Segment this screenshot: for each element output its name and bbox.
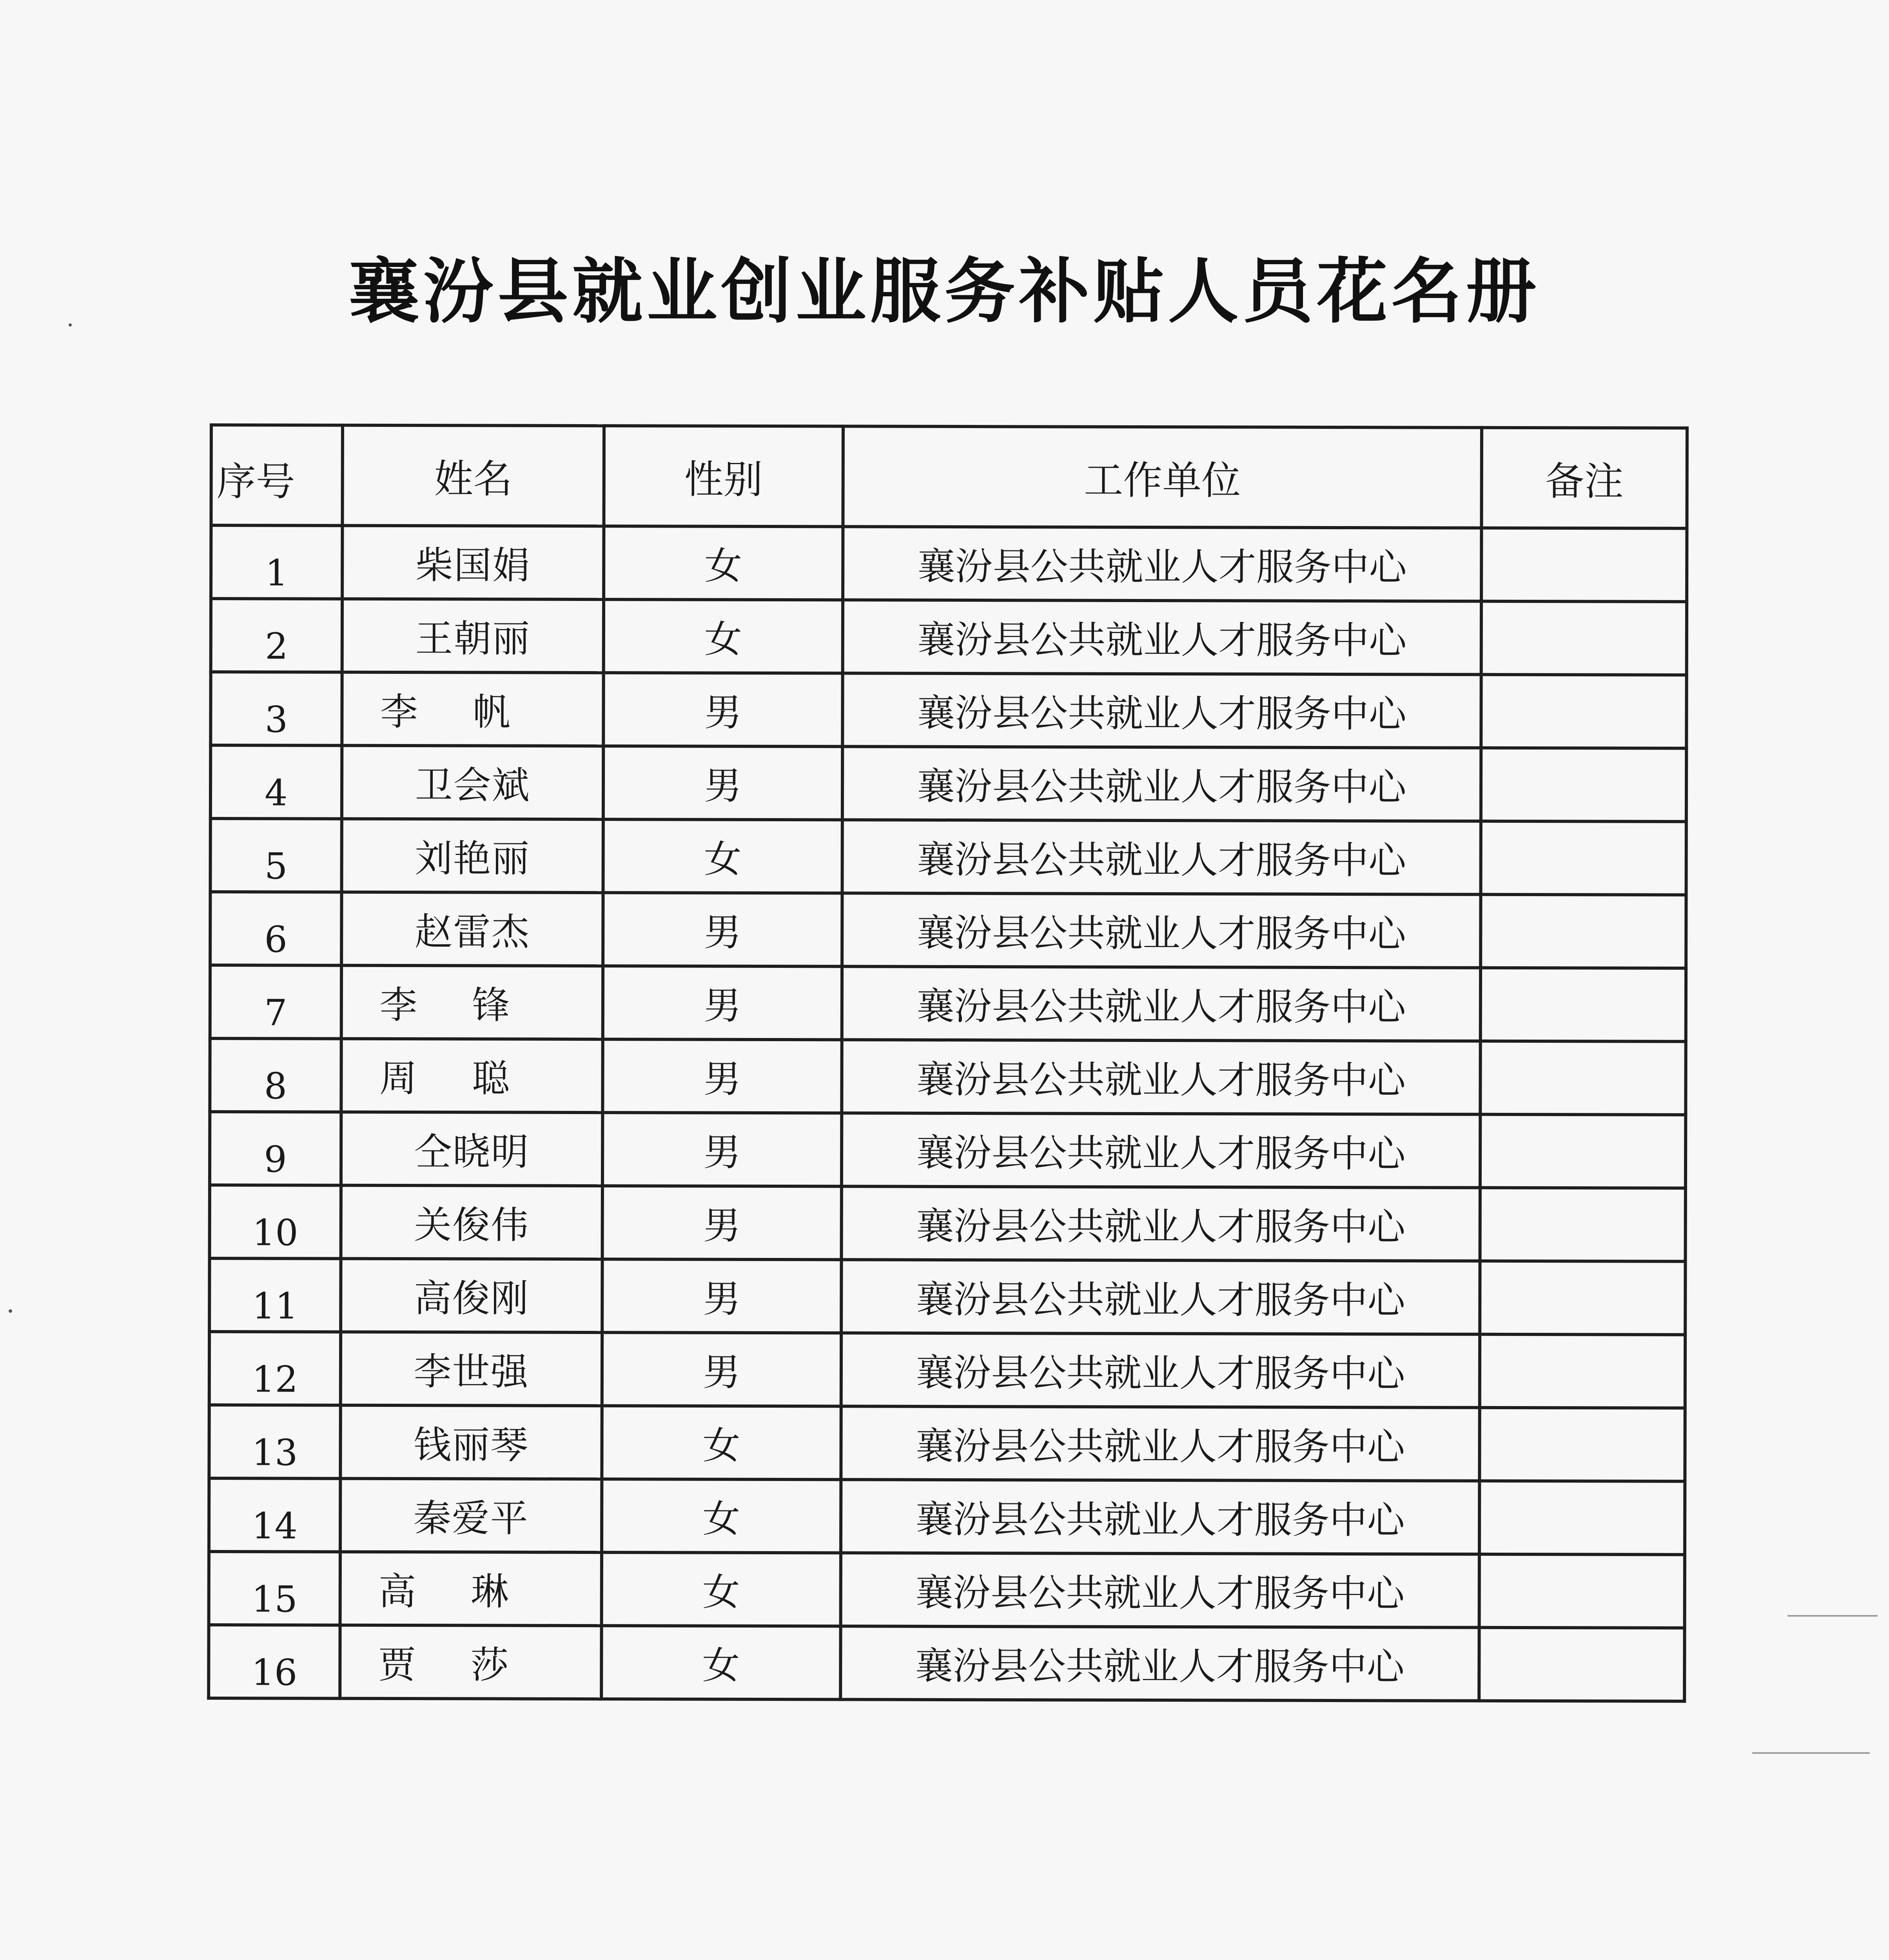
cell-name: 关俊伟: [341, 1185, 602, 1259]
cell-name: 秦爱平: [340, 1479, 602, 1552]
cell-note: [1480, 1041, 1686, 1115]
cell-seq: 4: [210, 745, 342, 819]
cell-gender: 女: [604, 526, 843, 600]
cell-seq: 6: [210, 892, 341, 965]
cell-seq: 13: [209, 1405, 340, 1479]
header-unit: 工作单位: [843, 426, 1482, 528]
cell-note: [1481, 601, 1687, 675]
table-row: [210, 1038, 1686, 1115]
cell-unit: 襄汾县公共就业人才服务中心: [841, 1259, 1480, 1334]
cell-gender: 男: [602, 1259, 841, 1333]
cell-name: 仝晓明: [341, 1112, 602, 1186]
cell-name: 李帆: [342, 672, 603, 746]
cell-note: [1479, 1408, 1685, 1481]
document-title: 襄汾县就业创业服务补贴人员花名册: [348, 250, 1541, 333]
cell-note: [1479, 1628, 1684, 1701]
cell-seq: 2: [211, 599, 342, 672]
cell-seq: 12: [209, 1332, 341, 1405]
cell-unit: 襄汾县公共就业人才服务中心: [840, 1626, 1479, 1700]
cell-note: [1480, 1261, 1685, 1335]
table-row: [210, 745, 1686, 822]
cell-unit: 襄汾县公共就业人才服务中心: [842, 746, 1481, 821]
cell-gender: 男: [603, 673, 842, 746]
cell-seq: 16: [209, 1625, 340, 1699]
cell-note: [1479, 1481, 1685, 1555]
cell-name: 卫会斌: [342, 746, 603, 819]
table-row: [210, 1185, 1686, 1261]
cell-name: 高俊刚: [341, 1259, 602, 1332]
scan-mark: [1787, 1615, 1878, 1617]
table-row: [209, 1552, 1685, 1628]
table-row: [209, 1405, 1685, 1481]
cell-seq: 5: [210, 818, 341, 892]
scan-speck: [9, 1309, 12, 1313]
cell-seq: 15: [209, 1552, 340, 1625]
cell-unit: 襄汾县公共就业人才服务中心: [842, 966, 1481, 1041]
cell-note: [1481, 968, 1686, 1042]
table-row: [210, 1112, 1686, 1188]
cell-note: [1481, 821, 1686, 895]
table-row: [209, 1478, 1685, 1555]
cell-unit: 襄汾县公共就业人才服务中心: [841, 1479, 1479, 1554]
cell-unit: 襄汾县公共就业人才服务中心: [842, 1040, 1480, 1114]
cell-name: 李锋: [341, 965, 603, 1039]
cell-unit: 襄汾县公共就业人才服务中心: [842, 1186, 1480, 1261]
cell-name: 周聪: [341, 1039, 602, 1112]
cell-gender: 男: [603, 966, 842, 1040]
cell-name: 李世强: [341, 1332, 602, 1406]
cell-gender: 女: [603, 819, 842, 893]
cell-note: [1481, 528, 1687, 602]
header-seq: 序号: [211, 425, 343, 526]
cell-unit: 襄汾县公共就业人才服务中心: [842, 820, 1481, 894]
scan-mark: [1752, 1752, 1870, 1754]
header-name: 姓名: [342, 425, 604, 526]
header-gender: 性别: [604, 426, 843, 526]
cell-seq: 10: [210, 1185, 341, 1259]
scan-speck: [69, 323, 72, 327]
cell-note: [1480, 1114, 1686, 1188]
table-row: [211, 599, 1687, 675]
cell-unit: 襄汾县公共就业人才服务中心: [843, 526, 1481, 601]
table-row: [210, 818, 1686, 895]
cell-name: 王朝丽: [342, 599, 604, 673]
cell-note: [1481, 748, 1686, 822]
cell-gender: 女: [601, 1626, 840, 1699]
cell-seq: 14: [209, 1478, 340, 1552]
cell-name: 刘艳丽: [341, 819, 603, 893]
cell-seq: 11: [209, 1258, 341, 1332]
cell-note: [1481, 895, 1686, 968]
cell-seq: 7: [210, 965, 341, 1039]
cell-name: 钱丽琴: [340, 1405, 602, 1479]
cell-gender: 男: [603, 746, 842, 820]
cell-gender: 男: [602, 1112, 842, 1186]
cell-note: [1480, 1334, 1685, 1408]
cell-unit: 襄汾县公共就业人才服务中心: [842, 893, 1481, 967]
cell-unit: 襄汾县公共就业人才服务中心: [843, 600, 1481, 674]
cell-seq: 3: [210, 672, 342, 746]
cell-gender: 女: [602, 1479, 841, 1553]
cell-gender: 男: [602, 1186, 842, 1259]
cell-name: 赵雷杰: [341, 892, 603, 966]
table-row: [211, 525, 1687, 602]
cell-seq: 1: [211, 525, 342, 599]
cell-name: 柴国娟: [342, 526, 604, 599]
roster-body: [209, 525, 1687, 1701]
cell-gender: 男: [602, 1332, 841, 1406]
cell-gender: 女: [602, 1406, 841, 1479]
cell-gender: 女: [604, 599, 843, 673]
cell-note: [1481, 675, 1686, 748]
table-row: [209, 1625, 1684, 1701]
cell-note: [1480, 1188, 1686, 1261]
cell-gender: 女: [602, 1552, 841, 1626]
cell-unit: 襄汾县公共就业人才服务中心: [841, 1553, 1479, 1627]
cell-unit: 襄汾县公共就业人才服务中心: [841, 1333, 1480, 1407]
cell-seq: 9: [210, 1112, 341, 1185]
table-row: [210, 672, 1686, 748]
cell-name: 贾莎: [340, 1625, 601, 1699]
table-row: [210, 965, 1686, 1042]
table-row: [210, 892, 1686, 968]
table-header-row: [211, 425, 1687, 528]
roster-table: [207, 423, 1689, 1703]
cell-name: 高琳: [340, 1552, 602, 1626]
cell-gender: 男: [602, 1039, 842, 1113]
cell-unit: 襄汾县公共就业人才服务中心: [841, 1406, 1479, 1481]
table-row: [209, 1258, 1685, 1335]
header-note: 备注: [1481, 428, 1687, 528]
table-row: [209, 1332, 1685, 1408]
cell-unit: 襄汾县公共就业人才服务中心: [842, 1113, 1480, 1187]
cell-note: [1479, 1554, 1685, 1628]
cell-unit: 襄汾县公共就业人才服务中心: [842, 673, 1481, 748]
cell-seq: 8: [210, 1038, 341, 1112]
cell-gender: 男: [603, 893, 842, 966]
